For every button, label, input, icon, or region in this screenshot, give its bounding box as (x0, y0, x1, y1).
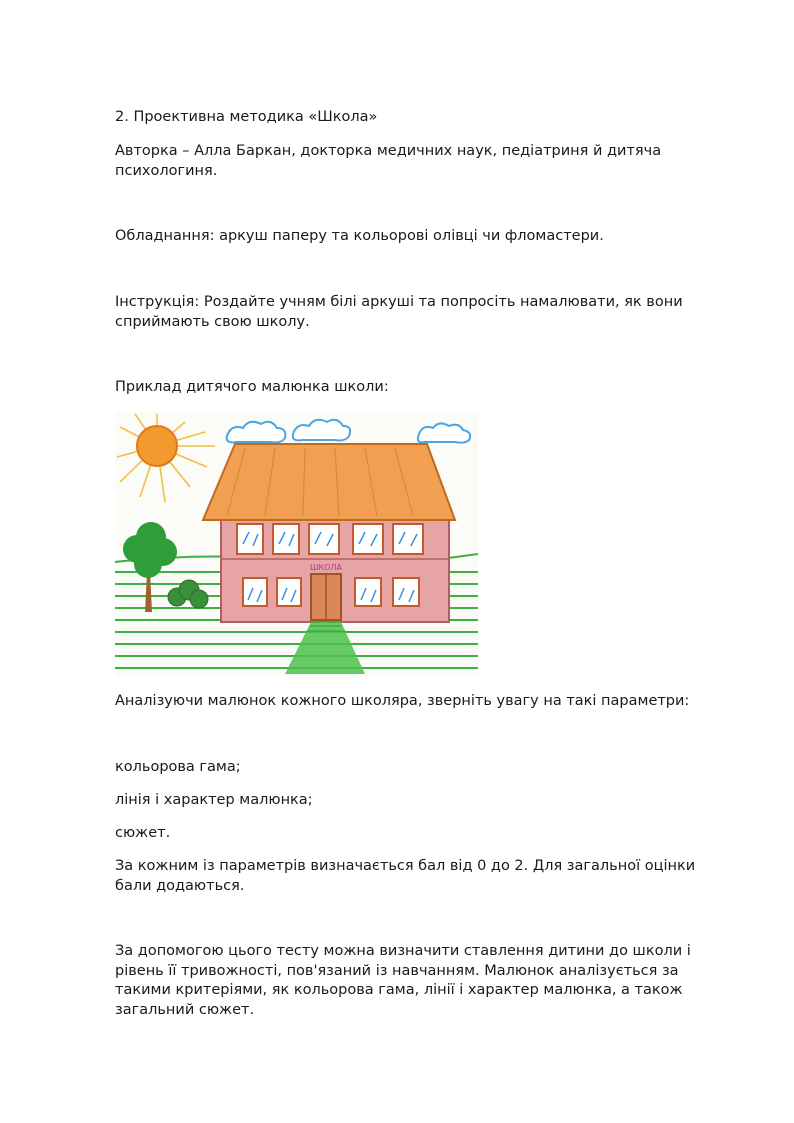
parameter-item: сюжет. (115, 825, 171, 841)
parameter-item: кольорова гама; (115, 759, 241, 775)
conclusion-paragraph: За допомогою цього тесту можна визначити ставлення дитини до школи і рівень її тривожності, пов'язаний із навчанням. Малюнок аналізується за такими критеріями, як кольорова гама, лінії і характер малюнка, а також загальний сюжет. (115, 943, 691, 1018)
sun (137, 426, 177, 466)
scoring-paragraph: За кожним із параметрів визначається бал від 0 до 2. Для загальної оцінки бали додаються. (115, 858, 696, 894)
section-heading: 2. Проективна методика «Школа» (115, 109, 378, 125)
analysis-intro: Аналізуючи малюнок кожного школяра, зверніть увагу на такі параметри: (115, 693, 690, 709)
parameter-item: лінія і характер малюнка; (115, 792, 313, 808)
author-paragraph: Авторка – Алла Баркан, докторка медичних наук, педіатриня й дитяча психологиня. (115, 143, 662, 179)
instruction-paragraph: Інструкція: Роздайте учням білі аркуші та попросіть намалювати, як вони сприймають свою школу. (115, 294, 683, 330)
school-drawing-image (115, 412, 478, 677)
school-sign: ШКОЛА (309, 563, 343, 572)
example-caption: Приклад дитячого малюнка школи: (115, 379, 389, 395)
materials-paragraph: Обладнання: аркуш паперу та кольорові олівці чи фломастери. (115, 228, 604, 244)
school-roof (203, 444, 455, 520)
